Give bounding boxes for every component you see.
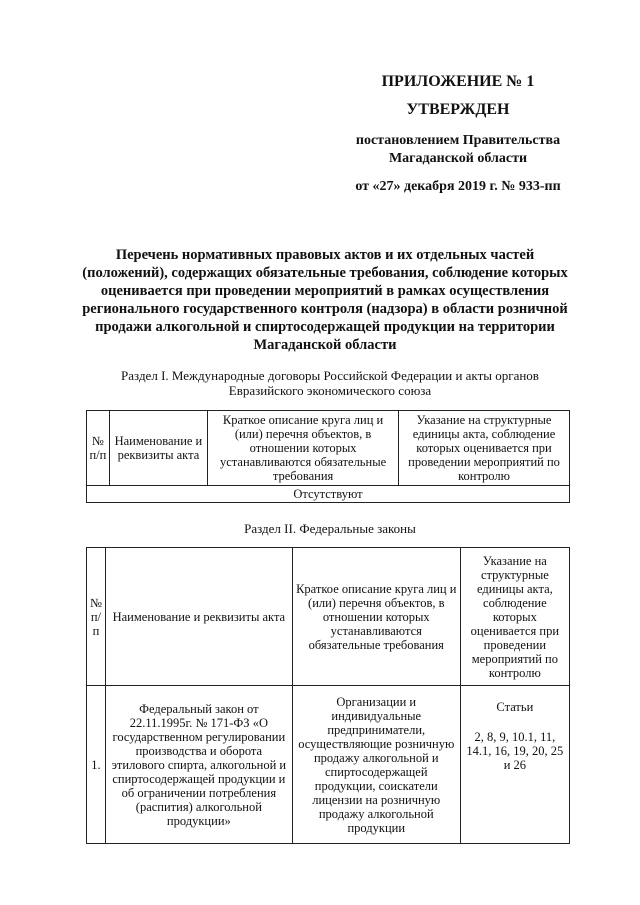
section-1-table bbox=[86, 410, 570, 503]
row-units-cell bbox=[460, 686, 569, 844]
column-header-act: Наименование и реквизиты акта bbox=[109, 411, 207, 486]
resolution-date: от «27» декабря 2019 г. № 933-пп bbox=[355, 179, 561, 194]
column-header-units: Указание на структурные единицы акта, соблюдение которых оценивается при проведении мероприятий по контролю bbox=[399, 411, 570, 486]
section-1-title: Раздел I. Международные договоры Российской Федерации и акты органов Евразийского экономического союза bbox=[121, 368, 539, 398]
section-2-table bbox=[86, 547, 570, 844]
document-title: Перечень нормативных правовых актов и их отдельных частей (положений), содержащих обязательные требования, соблюдение которых оценивается при проведении мероприятий в рамках осуществления регионального государственного контроля (надзора) в области розничной продажи алкогольной и спиртосодержащей продукции на территории Магаданской области bbox=[82, 247, 568, 353]
table-header-row bbox=[87, 411, 570, 486]
units-list: 2, 8, 9, 10.1, 11, 14.1, 16, 19, 20, 25 и 26 bbox=[466, 730, 564, 772]
row-subjects: Организации и индивидуальные предприниматели, осуществляющие розничную продажу алкогольной и спиртосодержащей продукции, соискатели лицензии на розничную продажу алкогольной продукции bbox=[292, 686, 460, 844]
resolution-line-2: Магаданской области bbox=[388, 151, 528, 166]
column-header-subjects: Краткое описание круга лиц и (или) перечня объектов, в отношении которых устанавливаются обязательные требования bbox=[292, 548, 460, 686]
annex-number: ПРИЛОЖЕНИЕ № 1 bbox=[381, 73, 535, 90]
absent-cell: Отсутствуют bbox=[87, 486, 570, 503]
column-header-act: Наименование и реквизиты акта bbox=[105, 548, 292, 686]
section-2-title: Раздел II. Федеральные законы bbox=[244, 521, 416, 536]
column-header-number: № п/п bbox=[87, 411, 110, 486]
column-header-number: № п/п bbox=[87, 548, 106, 686]
resolution-line-1: постановлением Правительства bbox=[355, 133, 561, 148]
approval-block bbox=[328, 72, 588, 196]
units-label: Статьи bbox=[496, 700, 534, 714]
table-header-row bbox=[87, 548, 570, 686]
approved-label: УТВЕРЖДЕН bbox=[406, 101, 510, 118]
table-row bbox=[87, 686, 570, 844]
table-row bbox=[87, 486, 570, 503]
column-header-units: Указание на структурные единицы акта, соблюдение которых оценивается при проведении мероприятий по контролю bbox=[460, 548, 569, 686]
column-header-subjects: Краткое описание круга лиц и (или) перечня объектов, в отношении которых устанавливаются обязательные требования bbox=[208, 411, 399, 486]
row-act: Федеральный закон от 22.11.1995г. № 171-ФЗ «О государственном регулировании производства и оборота этилового спирта, алкогольной и спиртосодержащей продукции и об ограничении потребления (распития) алкогольной продукции» bbox=[105, 686, 292, 844]
row-number: 1. bbox=[87, 686, 106, 844]
